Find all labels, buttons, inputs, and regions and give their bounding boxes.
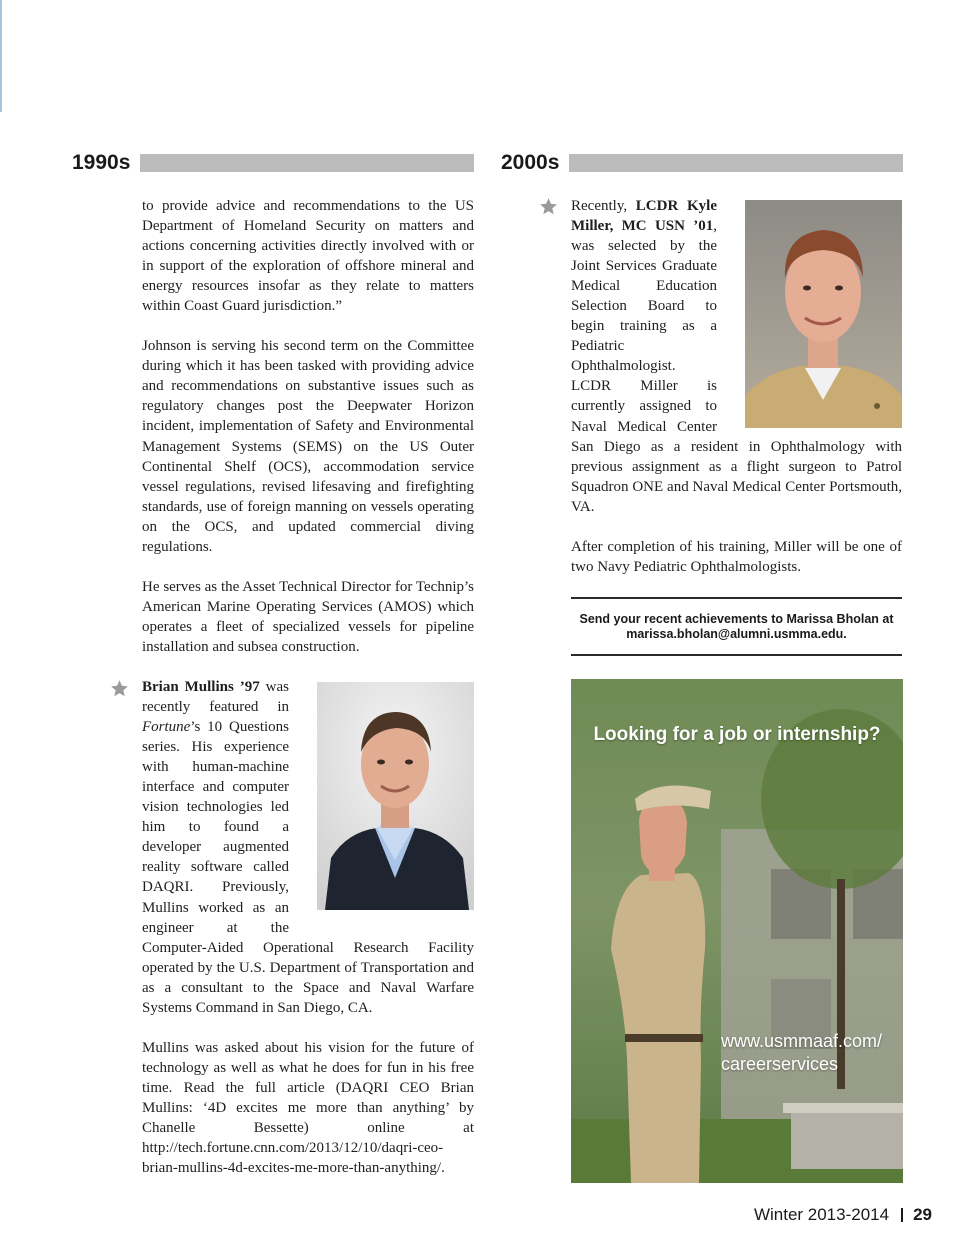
section-heading-label: 1990s	[72, 151, 131, 174]
section-heading-bar	[569, 154, 903, 172]
left-column	[142, 196, 474, 1178]
paragraph: Mullins was asked about his vision for the future of technology as well as what he does for fun in his free time. Read the full article (DAQRI CEO Brian Mullins: ‘4D excites me more than anything’ by Chanelle Bessette) online at http://tech.fortune.cnn.com/2013/12/10/daqri-ceo-brian-mullins-4d-excites-me-more-than-anything/.	[142, 1039, 474, 1177]
ad-url-line: careerservices	[721, 1054, 839, 1074]
submission-notice	[571, 597, 902, 656]
section-heading-label: 2000s	[501, 151, 560, 174]
mullins-text: ’s 10 Questions series. His experience with human-machine interface and computer vision technologies led him to found a developer augmented reality software called DAQRI. Previously, Mullins worked as an engineer at the Computer-Aided Operational Research Facility operated by the U.S. Department of Transportation and as a consultant to the Space and Naval Warfare Systems Command in San Diego, CA.	[142, 719, 474, 1016]
page-footer	[754, 1205, 932, 1225]
page-number: 29	[913, 1205, 932, 1224]
brian-mullins-name: Brian Mullins ’97	[142, 678, 260, 695]
kyle-miller-name: LCDR Kyle Miller, MC USN ’01	[571, 198, 717, 235]
ad-url[interactable]	[721, 1030, 882, 1076]
paragraph: After completion of his training, Miller will be one of two Navy Pediatric Ophthalmologists.	[571, 538, 902, 575]
ad-url-line: www.usmmaaf.com/	[721, 1031, 883, 1051]
issue-label: Winter 2013-2014	[753, 1205, 890, 1224]
kyle-miller-photo	[745, 200, 902, 428]
ad-photo	[571, 679, 903, 1183]
mullins-paragraph	[142, 677, 474, 1018]
ad-headline: Looking for a job or internship?	[593, 724, 881, 745]
star-icon	[539, 197, 558, 216]
paragraph: to provide advice and recommendations to the US Department of Homeland Security on matters and actions concerning activities directly involved with or in support of the exploration of offshore mineral and energy resources insofar as they relate to matters within Coast Guard jurisdiction.”	[142, 198, 474, 315]
notice-email: marissa.bholan@alumni.usmma.edu.	[626, 627, 847, 641]
paragraph: He serves as the Asset Technical Director for Technip’s American Marine Operating Services (AMOS) which operates a fleet of specialized vessels for pipeline installation and subsea construction.	[142, 578, 474, 655]
mullins-text: was recently featured in	[142, 678, 289, 716]
miller-paragraph	[571, 196, 902, 517]
paragraph: Johnson is serving his second term on the Committee during which it has been tasked with providing advice and recommendations on substantive issues such as regulatory changes post the Deepwater Horizon incident, implementation of Safety and Environmental Management Systems (SEMS) on the US Outer Continental Shelf (OCS), accommodation service vessel regulations, revised lifesaving and firefighting standards, use of foreign manning on vessels operating on the OCS, and updated commercial diving regulations.	[142, 338, 474, 555]
section-heading-bar	[140, 154, 474, 172]
section-heading-2000s	[501, 152, 903, 174]
miller-text: , was selected by the Joint Services Graduate Medical Education Selection Board to begin training as a Pediatric Ophthalmologist. LCDR Miller is currently assigned to Naval Medical Center San Diego as a resident in Ophthalmology with previous assignment as a flight surgeon to Patrol Squadron ONE and Naval Medical Center Portsmouth, VA.	[571, 218, 902, 515]
right-column	[571, 196, 902, 577]
star-icon	[110, 679, 129, 698]
page-edge-line	[0, 0, 2, 112]
miller-text: Recently,	[571, 198, 636, 214]
notice-line: Send your recent achievements to Marissa Bholan at	[579, 612, 894, 626]
career-services-ad	[571, 679, 903, 1183]
footer-divider	[901, 1208, 903, 1222]
fortune-title: Fortune	[142, 719, 191, 736]
brian-mullins-photo	[317, 682, 474, 910]
section-heading-1990s	[72, 152, 474, 174]
